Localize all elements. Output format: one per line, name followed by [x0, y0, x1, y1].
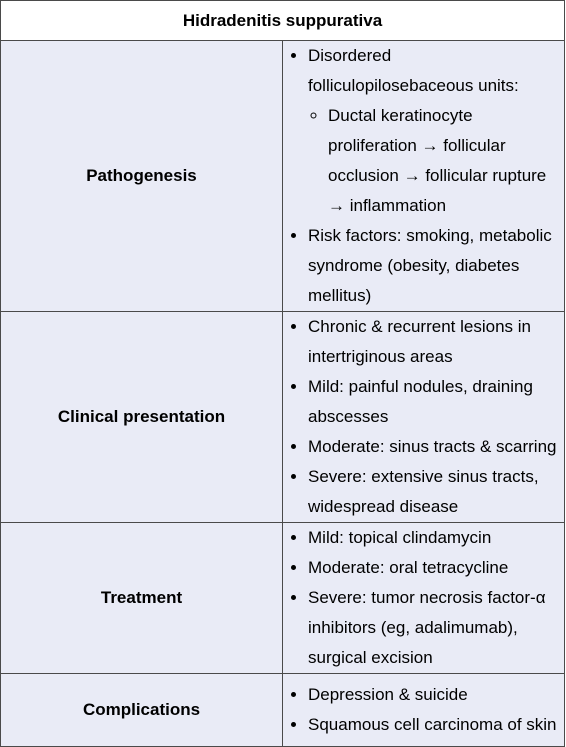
complications-heading: Complications — [1, 674, 283, 747]
complications-content — [283, 674, 565, 747]
list-item: • Severe: extensive sinus tracts, widespread disease — [308, 462, 558, 522]
complications-row — [1, 674, 565, 747]
list-item: • Risk factors: smoking, metabolic syndrome (obesity, diabetes mellitus) — [308, 221, 558, 311]
list-item: • Moderate: sinus tracts & scarring — [308, 432, 558, 462]
treatment-heading: Treatment — [1, 523, 283, 674]
sub-list-item: ◦ Ductal keratinocyte proliferation → follicular occlusion → follicular rupture → inflammation — [328, 101, 558, 221]
list-item: • Moderate: oral tetracycline — [308, 553, 558, 583]
treatment-row — [1, 523, 565, 674]
list-item: • Chronic & recurrent lesions in intertriginous areas — [308, 312, 558, 372]
clinical-presentation-heading: Clinical presentation — [1, 312, 283, 523]
list-item: • Squamous cell carcinoma of skin — [308, 710, 558, 740]
pathogenesis-list — [283, 41, 564, 311]
clinical-presentation-content — [283, 312, 565, 523]
treatment-content — [283, 523, 565, 674]
list-item: • Depression & suicide — [308, 680, 558, 710]
list-item: • Mild: painful nodules, draining abscesses — [308, 372, 558, 432]
pathogenesis-content — [283, 41, 565, 312]
title-row — [1, 1, 565, 41]
pathogenesis-heading: Pathogenesis — [1, 41, 283, 312]
treatment-list — [283, 523, 564, 673]
pathogenesis-row — [1, 41, 565, 312]
complications-list — [283, 680, 564, 740]
clinical-presentation-list — [283, 312, 564, 522]
list-item: • Severe: tumor necrosis factor-α inhibitors (eg, adalimumab), surgical excision — [308, 583, 558, 673]
list-item — [308, 41, 558, 221]
list-item-text: Disordered folliculopilosebaceous units: — [308, 46, 519, 95]
list-item: • Mild: topical clindamycin — [308, 523, 558, 553]
clinical-presentation-row — [1, 312, 565, 523]
pathogenesis-sublist — [308, 101, 558, 221]
table-title: Hidradenitis suppurativa — [1, 1, 565, 41]
